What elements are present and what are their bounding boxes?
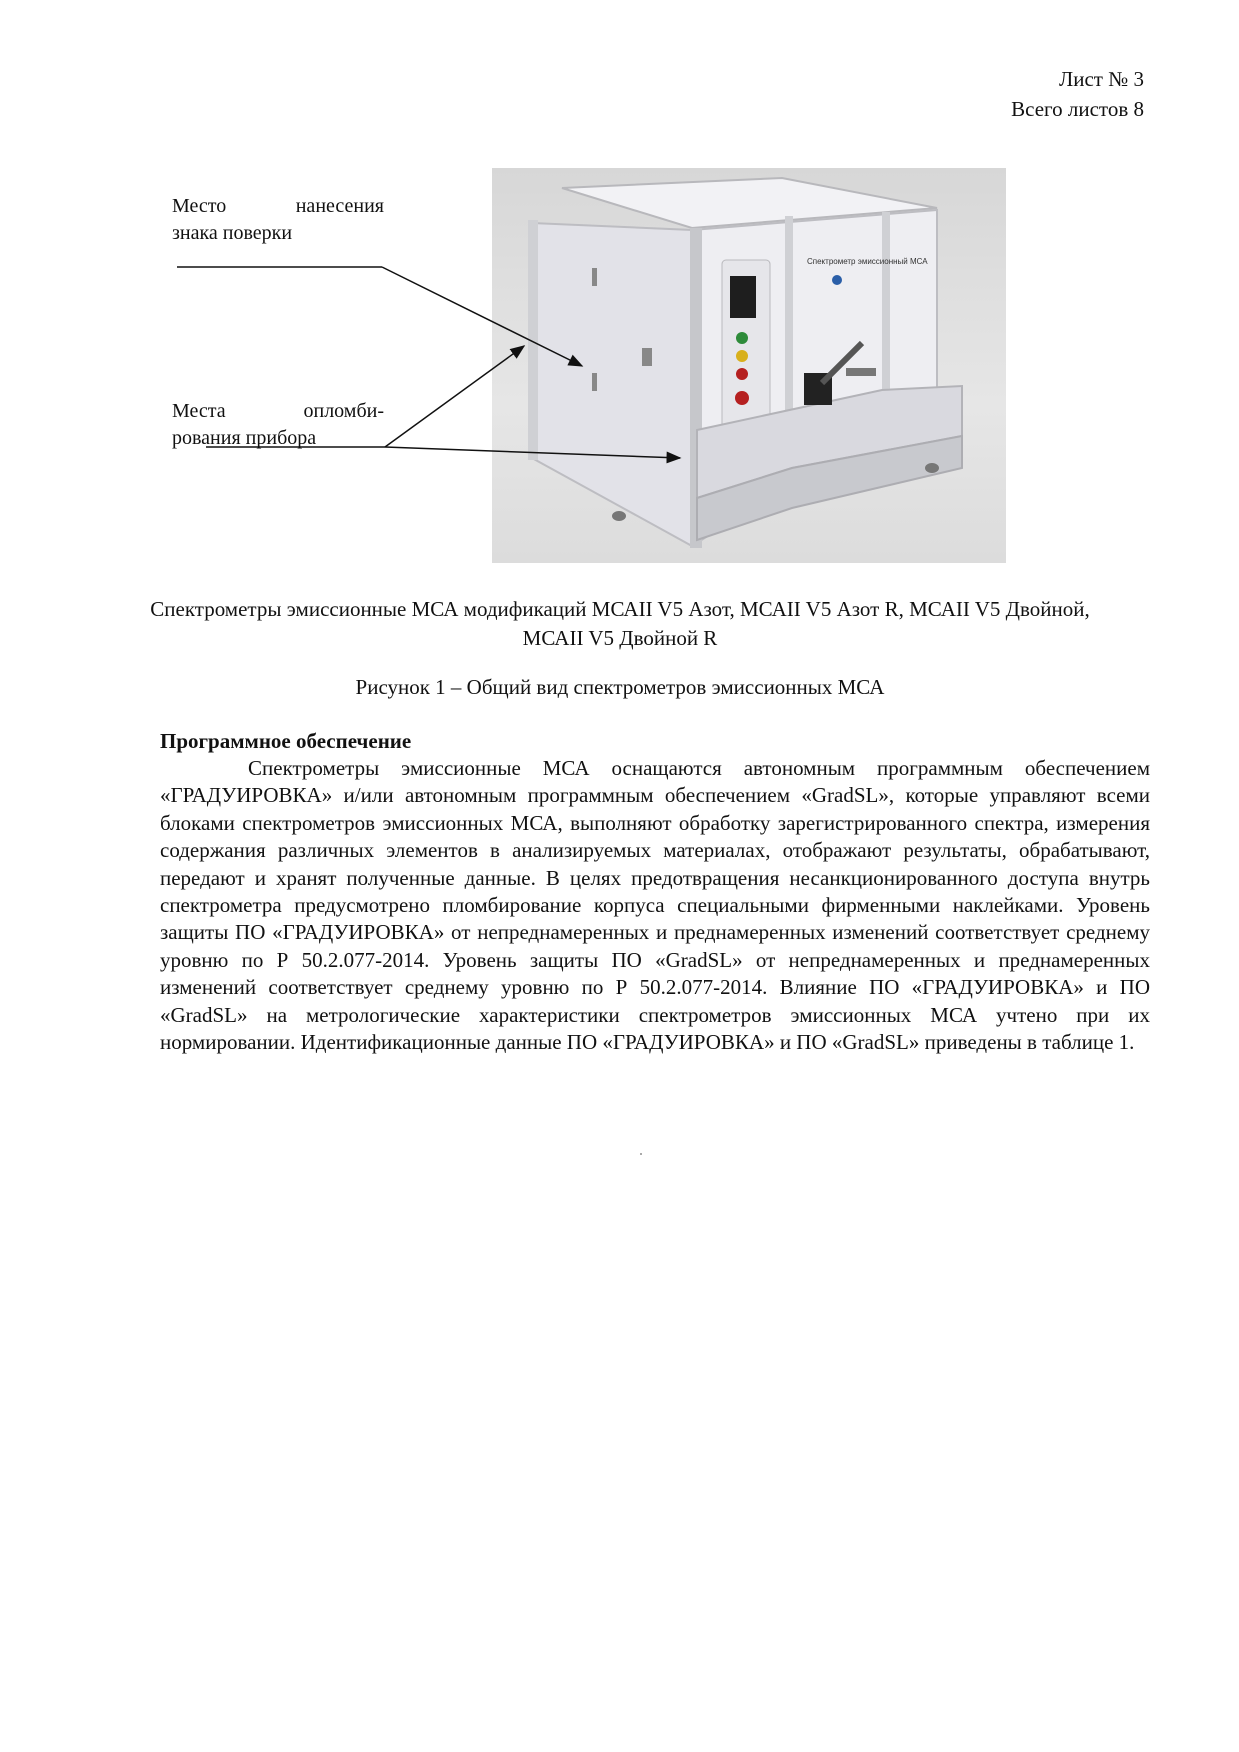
device-label: Спектрометр эмиссионный МСА — [807, 257, 928, 266]
scan-dot — [640, 1153, 642, 1155]
red-indicator-1 — [736, 368, 748, 380]
verification-label-line1: Место нанесения — [172, 195, 384, 217]
foot-left — [612, 511, 626, 521]
brand-logo — [832, 275, 842, 285]
verification-mark-label — [172, 193, 384, 247]
sheet-number: Лист № 3 — [1058, 67, 1144, 91]
green-indicator — [736, 332, 748, 344]
sheet-info — [1011, 64, 1144, 124]
lock-icon — [642, 348, 652, 366]
hinge-bottom — [592, 373, 597, 391]
spectrometer-illustration — [492, 168, 1006, 563]
red-indicator-2 — [735, 391, 749, 405]
clamp-base — [846, 368, 876, 376]
hinge-top — [592, 268, 597, 286]
figure-title: Рисунок 1 – Общий вид спектрометров эмиссионных МСА — [355, 675, 885, 699]
display-screen — [730, 276, 756, 318]
spectrometer-photo — [492, 168, 1006, 563]
total-sheets: Всего листов 8 — [1011, 97, 1144, 121]
seal-label-line1: Места опломби- — [172, 400, 384, 422]
seal-places-label — [172, 398, 384, 452]
verification-label-line2: знака поверки — [172, 222, 293, 244]
software-paragraph: Спектрометры эмиссионные МСА оснащаются автономным программным обеспечением «ГРАДУИРОВКА» и/или автономным программным обеспечением «GradSL», которые управляют всеми блоками спектрометров эмиссионных МСА, выполняют обработку зарегистрированного спектра, измерения содержания различных элементов в анализируемых материалах, отображают результаты, обрабатывают, передают и хранят полученные данные. В целях предотвращения несанкционированного доступа внутрь спектрометра предусмотрено пломбирование корпуса специальными фирменными наклейками. Уровень защиты ПО «ГРАДУИРОВКА» от непреднамеренных и преднамеренных изменений соответствует среднему уровню по Р 50.2.077-2014. Уровень защиты ПО «GradSL» от непреднамеренных и преднамеренных изменений соответствует среднему уровню по Р 50.2.077-2014. Влияние ПО «ГРАДУИРОВКА» и ПО «GradSL» на метрологические характеристики спектрометров эмиссионных МСА учтено при их нормировании. Идентификационные данные ПО «ГРАДУИРОВКА» и ПО «GradSL» приведены в таблице 1. — [160, 756, 1150, 1055]
frame-post-right — [882, 212, 890, 412]
frame-post-left — [528, 220, 538, 460]
section-heading: Программное обеспечение — [160, 729, 412, 753]
cabinet-left-panel — [532, 223, 692, 546]
figure-models-caption: Спектрометры эмиссионные МСА модификаций МСАII V5 Азот, МСАII V5 Азот R, МСАII V5 Двойной, МСАII V5 Двойной R — [150, 597, 1090, 650]
yellow-indicator — [736, 350, 748, 362]
foot-right — [925, 463, 939, 473]
seal-label-line2: рования прибора — [172, 427, 317, 449]
figure-callouts — [172, 193, 384, 449]
